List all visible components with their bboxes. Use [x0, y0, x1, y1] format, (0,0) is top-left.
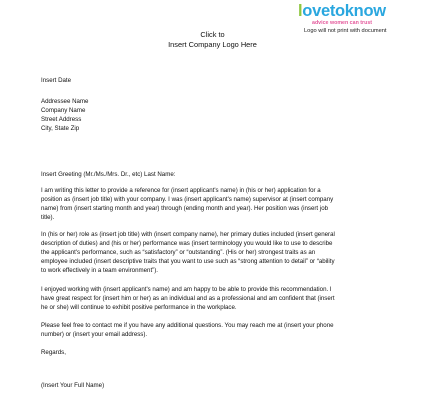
company-logo-placeholder[interactable]: [150, 30, 275, 50]
logo-print-notice: Logo will not print with document: [304, 28, 387, 34]
logo-placeholder-line2[interactable]: Insert Company Logo Here: [168, 40, 257, 49]
paragraph-4: [41, 321, 391, 339]
paragraph-line: In (his or her) role as (insert job title) with (insert company name), her primary duties included (insert general: [41, 231, 335, 238]
paragraph-line: description of duties) and (his or her) performance was (insert terminology you would like to use to describe: [41, 240, 333, 248]
addressee-name: Addressee Name: [41, 98, 89, 105]
paragraph-line: I enjoyed working with (insert applicant's name) and am happy to be able to provide this recommendation. I: [41, 286, 332, 293]
date-line: Insert Date: [41, 77, 72, 84]
closing: Regards,: [41, 349, 66, 356]
paragraph-line: name) from (insert starting month and year) through (ending month and year). Her position was (insert job: [41, 205, 329, 213]
paragraph-line: I am writing this letter to provide a reference for (insert applicant's name) in (his or her) application for a: [41, 187, 321, 194]
addressee-block: [41, 97, 391, 133]
brand-tagline: advice women can trust: [312, 20, 373, 26]
paragraph-line: Please feel free to contact me if you have any additional questions. You may reach me at (insert your phone: [41, 322, 334, 329]
logo-placeholder-line1[interactable]: Click to: [200, 30, 225, 39]
paragraph-line: he or she) will continue to exhibit positive performance in the workplace.: [41, 304, 237, 312]
paragraph-line: number) or (insert your email address).: [41, 331, 148, 339]
paragraph-line: the applicant's performance, such as “satisfactory” or “outstanding”. (His or her) strongest traits as an: [41, 249, 316, 257]
street-address: Street Address: [41, 116, 82, 124]
paragraph-line: position as (insert job title) with your company. I was (insert applicant's name) supervisor at (insert company: [41, 196, 334, 204]
paragraph-2: [41, 230, 391, 275]
paragraph-line: employee included (insert descriptive traits that you want to use such as “strong attention to detail” or “ability: [41, 258, 335, 266]
company-name: Company Name: [41, 107, 86, 115]
signature-name: (Insert Your Full Name): [41, 382, 105, 389]
lovetoknow-logo: [298, 2, 422, 35]
greeting: Insert Greeting (Mr./Ms./Mrs. Dr., etc) Last Name:: [41, 171, 176, 178]
paragraph-3: [41, 285, 391, 312]
paragraph-line: to work effectively in a team environment”).: [41, 267, 158, 275]
paragraph-line: title).: [41, 214, 55, 222]
paragraph-1: [41, 186, 391, 222]
city-state-zip: City, State Zip: [41, 125, 80, 133]
paragraph-line: have great respect for (insert him or her) as an individual and as a professional and am confident that (insert: [41, 295, 335, 303]
brand-name: lovetoknow: [298, 2, 386, 20]
